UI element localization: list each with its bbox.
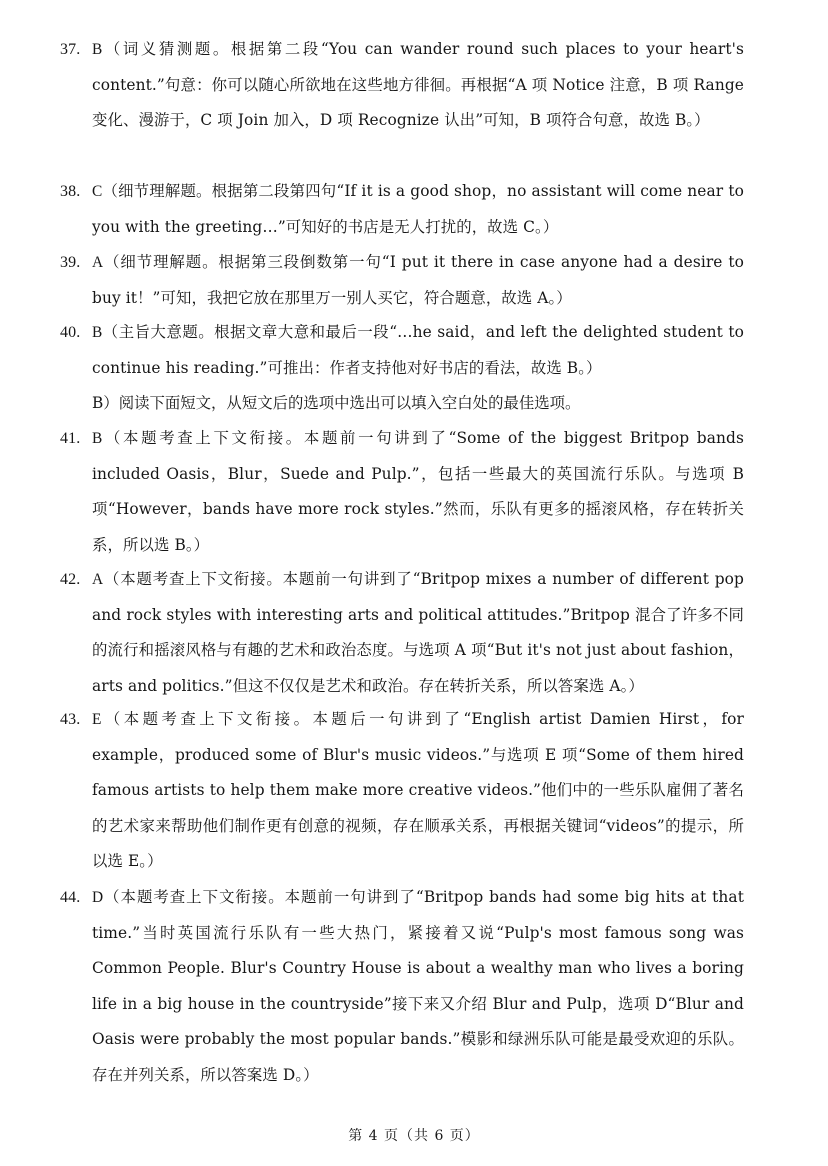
answer-item-43: [60, 702, 744, 880]
question-number: 39.: [60, 254, 81, 271]
explanation-text: （本题考查上下文衔接。本题前一句讲到了“Some of the biggest Britpop bands included Oasis，Blur，Suede and Pulp.”，包括一些最大的英国流行乐队。与选项 B 项“However，bands have more rock styles.”然而，乐队有更多的摇滚风格，存在转折关系，所以选 B。）: [92, 429, 744, 554]
answer-letter: D: [92, 889, 104, 906]
question-number: 41.: [60, 430, 81, 447]
answer-letter: B: [92, 430, 103, 447]
answer-item-42: [60, 562, 744, 704]
answer-letter: E: [92, 711, 102, 728]
question-number: 37.: [60, 41, 81, 58]
answer-item-38: [60, 174, 744, 245]
question-number: 42.: [60, 571, 81, 588]
section-b-heading: B）阅读下面短文，从短文后的选项中选出可以填入空白处的最佳选项。: [92, 394, 581, 412]
question-number: 40.: [60, 324, 81, 341]
explanation-text: （主旨大意题。根据文章大意和最后一段“…he said，and left the delighted student to continue his reading.”可推出：作者支持他对好书店的看法，故选 B。）: [92, 323, 744, 377]
answer-item-37: [60, 32, 744, 139]
question-number: 43.: [60, 711, 81, 728]
answer-letter: C: [92, 183, 103, 200]
explanation-text: （细节理解题。根据第二段第四句“If it is a good shop，no assistant will come near to you with the greeting…”可知好的书店是无人打扰的，故选 C。）: [92, 182, 744, 236]
explanation-text: （本题考查上下文衔接。本题前一句讲到了“Britpop mixes a number of different pop and rock styles with interesting arts and political attitudes.”Britpop 混合了许多不同的流行和摇滚风格与有趣的艺术和政治态度。与选项 A 项“But it's not just about fashion，arts and politics.”但这不仅仅是艺术和政治。存在转折关系，所以答案选 A。）: [92, 570, 744, 695]
explanation-text: （细节理解题。根据第三段倒数第一句“I put it there in case anyone had a desire to buy it！”可知，我把它放在那里万一别人买它，符合题意，故选 A。）: [92, 253, 744, 307]
explanation-text: （本题考查上下文衔接。本题后一句讲到了“English artist Damien Hirst，for example，produced some of Blur's music videos.”与选项 E 项“Some of them hired famous artists to help them make more creative videos.”他们中的一些乐队雇佣了著名的艺术家来帮助他们制作更有创意的视频，存在顺承关系，再根据关键词“videos”的提示，所以选 E。）: [92, 710, 744, 870]
answer-letter: B: [92, 324, 103, 341]
explanation-text: （本题考查上下文衔接。本题前一句讲到了“Britpop bands had some big hits at that time.”当时英国流行乐队有一些大热门，紧接着又说“Pulp's most famous song was Common People. Blur's Country House is about a wealthy man who lives a boring life in a big house in the countryside”接下来又介绍 Blur and Pulp，选项 D“Blur and Oasis were probably the most popular bands.”模影和绿洲乐队可能是最受欢迎的乐队。存在并列关系，所以答案选 D。）: [92, 888, 744, 1084]
answer-letter: B: [92, 41, 103, 58]
answer-item-41: [60, 421, 744, 563]
answer-item-40: [60, 315, 744, 386]
question-number: 38.: [60, 183, 81, 200]
explanation-text: （词义猜测题。根据第二段“You can wander round such places to your heart's content.”句意：你可以随心所欲地在这些地方徘徊。再根据“A 项 Notice 注意，B 项 Range 变化、漫游于，C 项 Join 加入，D 项 Recognize 认出”可知，B 项符合句意，故选 B。）: [92, 40, 744, 129]
answer-item-44: [60, 880, 744, 1093]
answer-item-39: [60, 245, 744, 316]
answer-letter: A: [92, 254, 104, 271]
answer-letter: A: [92, 571, 104, 588]
page-footer: 第 4 页（共 6 页）: [348, 1128, 480, 1144]
question-number: 44.: [60, 889, 81, 906]
